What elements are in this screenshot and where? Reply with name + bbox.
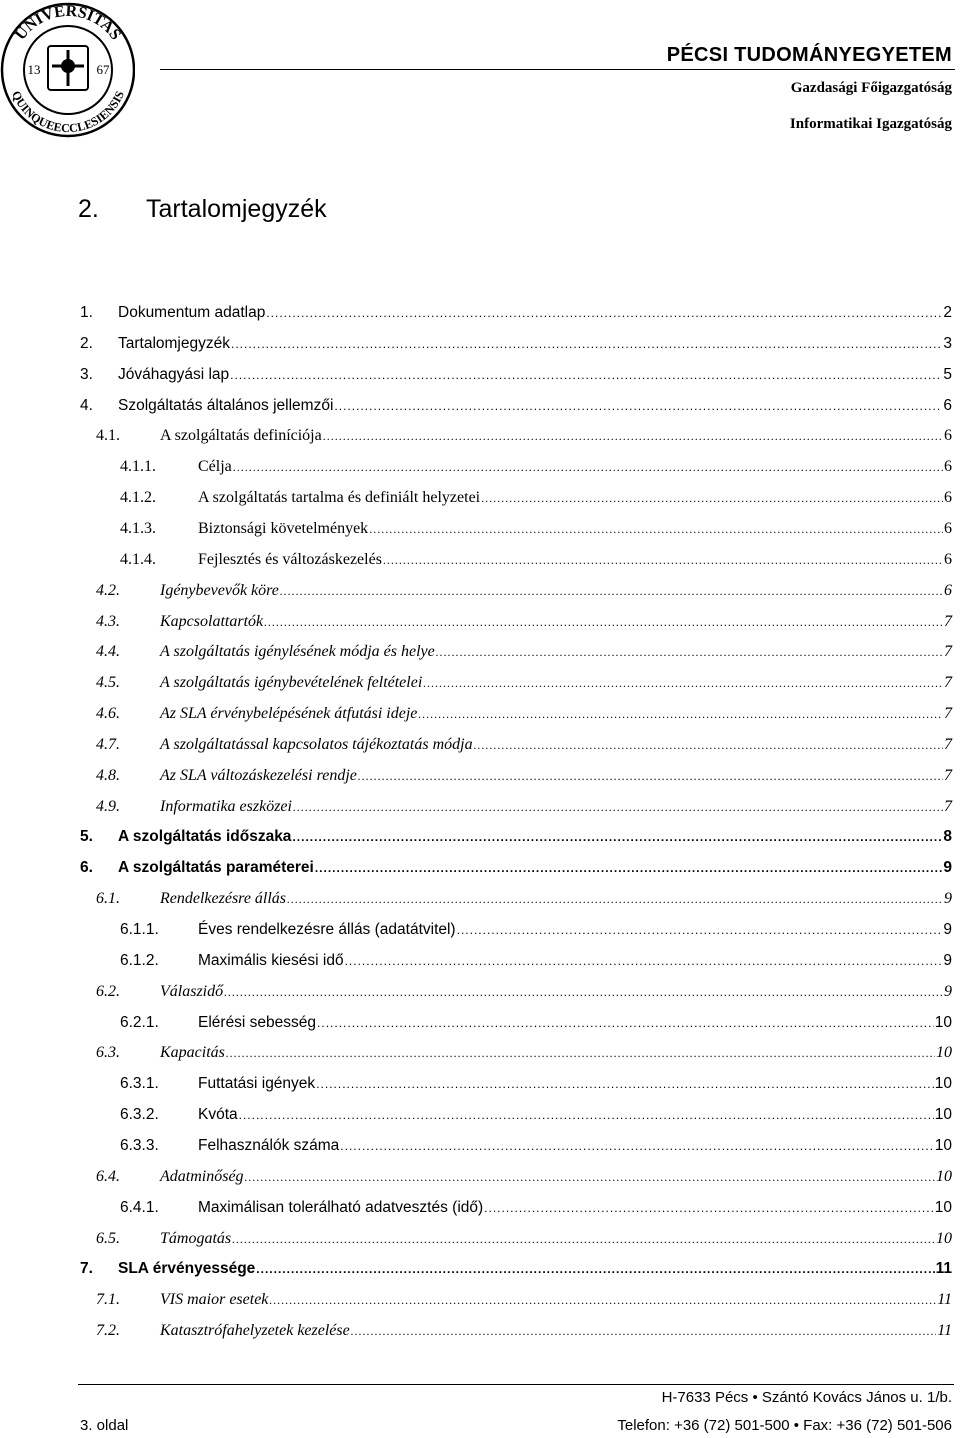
- toc-entry-label: A szolgáltatás definíciója: [160, 427, 322, 445]
- toc-leader-dots: [317, 1013, 934, 1033]
- footer-contact: Telefon: +36 (72) 501-500 • Fax: +36 (72) 501-506: [617, 1417, 952, 1434]
- toc-entry-label: Igénybevevők köre: [160, 581, 279, 599]
- toc-leader-dots: [226, 1043, 935, 1063]
- toc-leader-dots: [340, 1136, 933, 1156]
- toc-leader-dots: [245, 1167, 935, 1187]
- toc-leader-dots: [231, 334, 942, 354]
- toc-entry-label: Katasztrófahelyzetek kezelése: [160, 1322, 350, 1340]
- toc-entry-label: Biztonsági követelmények: [198, 519, 369, 537]
- toc-leader-dots: [232, 1229, 935, 1249]
- toc-entry-page: 10: [934, 1198, 952, 1216]
- toc-entry-page: 6: [944, 489, 952, 507]
- toc-entry[interactable]: [120, 488, 952, 508]
- toc-entry-label: Maximálisan tolerálható adatvesztés (idő): [198, 1198, 484, 1216]
- toc-entry[interactable]: [120, 920, 952, 940]
- toc-entry-label: Célja: [198, 458, 232, 476]
- toc-entry[interactable]: [80, 858, 952, 878]
- toc-entry-label: Az SLA változáskezelési rendje: [160, 766, 357, 784]
- toc-leader-dots: [224, 982, 943, 1002]
- directorate-name: Informatikai Igazgatóság: [789, 116, 952, 132]
- toc-entry-page: 7: [944, 643, 952, 661]
- toc-entry-number: 4.3.: [96, 612, 120, 630]
- toc-entry-label: A szolgáltatás tartalma és definiált helyzetei: [198, 489, 481, 507]
- toc-entry-number: 4.1.1.: [120, 458, 156, 476]
- toc-entry-page: 9: [944, 890, 952, 908]
- toc-leader-dots: [256, 1259, 934, 1279]
- university-seal-logo: [0, 0, 135, 140]
- section-heading-number: 2.: [78, 195, 99, 223]
- toc-entry-number: 6.1.2.: [120, 951, 159, 969]
- section-heading: [78, 195, 327, 224]
- toc-entry-number: 3.: [80, 365, 93, 383]
- section-heading-text: Tartalomjegyzék: [146, 195, 327, 223]
- toc-entry-number: 6.3.3.: [120, 1136, 159, 1154]
- toc-entry-page: 9: [943, 951, 952, 969]
- toc-entry-number: 6.3.1.: [120, 1075, 159, 1093]
- toc-entry-label: Éves rendelkezésre állás (adatátvitel): [198, 921, 456, 938]
- toc-entry-page: 10: [936, 1044, 952, 1062]
- toc-entry-label: Futtatási igények: [198, 1075, 316, 1093]
- toc-entry-label: Rendelkezésre állás: [160, 890, 287, 908]
- toc-entry-page: 7: [944, 766, 952, 784]
- toc-entry[interactable]: [96, 704, 952, 724]
- toc-entry-page: 3: [943, 334, 952, 352]
- toc-entry[interactable]: [80, 1259, 952, 1279]
- toc-entry-number: 6.4.: [96, 1167, 120, 1185]
- toc-entry-page: 11: [937, 1291, 952, 1309]
- toc-leader-dots: [269, 1290, 936, 1310]
- toc-entry[interactable]: [96, 735, 952, 755]
- page-number: 3. oldal: [80, 1417, 129, 1434]
- toc-entry-label: VIS maior esetek: [160, 1291, 269, 1309]
- toc-entry-label: Informatika eszközei: [160, 797, 292, 815]
- toc-entry[interactable]: [80, 827, 952, 847]
- toc-entry-number: 4.1.4.: [120, 550, 156, 568]
- university-name: PÉCSI TUDOMÁNYEGYETEM: [666, 44, 952, 66]
- toc-entry[interactable]: [80, 396, 952, 416]
- toc-leader-dots: [484, 1198, 934, 1218]
- toc-entry-page: 2: [943, 304, 952, 321]
- toc-entry-number: 6.3.: [96, 1044, 120, 1062]
- toc-entry-label: Adatminőség: [160, 1167, 244, 1185]
- toc-entry-number: 6.2.: [96, 982, 120, 1000]
- header-rule: [160, 69, 955, 70]
- footer-rule: [78, 1384, 954, 1385]
- toc-entry-number: 6.1.: [96, 890, 120, 908]
- toc-entry-page: 10: [934, 1013, 952, 1031]
- toc-entry-label: Kapcsolattartók: [160, 612, 264, 630]
- toc-entry[interactable]: [96, 673, 952, 693]
- toc-entry[interactable]: [120, 1136, 952, 1156]
- toc-entry-label: Felhasználók száma: [198, 1136, 340, 1154]
- toc-entry-page: 9: [943, 859, 952, 877]
- toc-leader-dots: [383, 550, 943, 570]
- toc-entry-page: 8: [943, 828, 952, 846]
- toc-entry-number: 4.1.3.: [120, 519, 156, 537]
- toc-entry-label: A szolgáltatás igénybevételének feltételei: [160, 674, 423, 692]
- toc-entry-page: 5: [943, 365, 952, 383]
- toc-entry[interactable]: [96, 1290, 952, 1310]
- svg-text:67: 67: [96, 62, 110, 77]
- toc-entry-label: A szolgáltatással kapcsolatos tájékoztatás módja: [160, 735, 473, 753]
- toc-entry[interactable]: [96, 1043, 952, 1063]
- toc-entry[interactable]: [120, 951, 952, 971]
- toc-entry[interactable]: [120, 1198, 952, 1218]
- toc-entry-page: 7: [944, 735, 952, 753]
- toc-entry-label: A szolgáltatás paraméterei: [118, 859, 314, 877]
- toc-entry-page: 7: [944, 797, 952, 815]
- toc-entry-page: 10: [934, 1136, 952, 1154]
- toc-leader-dots: [287, 889, 943, 909]
- toc-entry-number: 4.8.: [96, 766, 120, 784]
- toc-leader-dots: [345, 951, 943, 971]
- toc-entry-label: Az SLA érvénybelépésének átfutási ideje: [160, 705, 418, 723]
- toc-entry-number: 4.4.: [96, 643, 120, 661]
- toc-entry-page: 9: [944, 982, 952, 1000]
- toc-entry-page: 6: [944, 581, 952, 599]
- toc-entry-number: 4.1.: [96, 427, 120, 445]
- toc-entry[interactable]: [120, 1074, 952, 1094]
- toc-entry-number: 6.2.1.: [120, 1013, 159, 1031]
- toc-leader-dots: [292, 827, 942, 847]
- toc-entry[interactable]: [96, 1321, 952, 1341]
- toc-entry[interactable]: [120, 457, 952, 477]
- toc-leader-dots: [239, 1105, 934, 1125]
- toc-entry-label: SLA érvényessége: [118, 1260, 256, 1278]
- toc-leader-dots: [293, 797, 943, 817]
- toc-entry[interactable]: [120, 1105, 952, 1125]
- toc-entry-page: 10: [934, 1106, 952, 1124]
- svg-text:QUINQUEECCLESIENSIS: QUINQUEECCLESIENSIS: [8, 88, 127, 136]
- toc-entry-label: Kvóta: [198, 1106, 238, 1124]
- toc-entry-page: 10: [936, 1229, 952, 1247]
- toc-entry-label: Válaszidő: [160, 982, 224, 1000]
- toc-leader-dots: [266, 303, 942, 323]
- toc-leader-dots: [457, 920, 943, 940]
- toc-entry[interactable]: [96, 982, 952, 1002]
- toc-entry[interactable]: [96, 1229, 952, 1249]
- footer-address: H-7633 Pécs • Szántó Kovács János u. 1/b.: [661, 1389, 952, 1406]
- toc-entry-page: 6: [944, 550, 952, 568]
- toc-leader-dots: [316, 1074, 934, 1094]
- toc-entry[interactable]: [96, 1167, 952, 1187]
- toc-entry-page: 6: [944, 458, 952, 476]
- toc-leader-dots: [418, 704, 943, 724]
- toc-entry-label: Elérési sebesség: [198, 1013, 317, 1031]
- toc-entry-label: Támogatás: [160, 1229, 232, 1247]
- toc-leader-dots: [423, 673, 943, 693]
- toc-entry-number: 6.: [80, 859, 93, 877]
- toc-entry-number: 1.: [80, 304, 93, 321]
- toc-entry[interactable]: [96, 766, 952, 786]
- toc-entry[interactable]: [80, 334, 952, 354]
- toc-leader-dots: [323, 426, 943, 446]
- toc-entry[interactable]: [96, 581, 952, 601]
- toc-entry-label: Szolgáltatás általános jellemzői: [118, 396, 334, 414]
- toc-leader-dots: [481, 488, 943, 508]
- toc-entry-number: 6.3.2.: [120, 1106, 159, 1124]
- toc-entry-page: 6: [944, 427, 952, 445]
- toc-entry-label: Jóváhagyási lap: [118, 365, 230, 383]
- toc-entry-page: 6: [944, 519, 952, 537]
- department-name: Gazdasági Főigazgatóság: [790, 80, 952, 96]
- toc-entry-page: 10: [936, 1167, 952, 1185]
- toc-leader-dots: [315, 858, 943, 878]
- toc-entry-page: 11: [935, 1260, 952, 1278]
- toc-entry-page: 11: [937, 1322, 952, 1340]
- toc-entry-label: Kapacitás: [160, 1044, 225, 1062]
- toc-entry-page: 7: [944, 674, 952, 692]
- toc-entry-label: Tartalomjegyzék: [118, 334, 230, 352]
- toc-entry-number: 4.7.: [96, 735, 120, 753]
- toc-entry[interactable]: [96, 426, 952, 446]
- toc-entry[interactable]: [96, 642, 952, 662]
- toc-entry-number: 7.2.: [96, 1322, 120, 1340]
- toc-entry-number: 7.1.: [96, 1291, 120, 1309]
- toc-leader-dots: [230, 365, 942, 385]
- toc-leader-dots: [369, 519, 943, 539]
- toc-entry-page: 9: [943, 921, 952, 938]
- toc-entry[interactable]: [120, 519, 952, 539]
- toc-entry-number: 2.: [80, 334, 93, 352]
- toc-entry[interactable]: [96, 797, 952, 817]
- toc-entry-label: Dokumentum adatlap: [118, 304, 266, 321]
- toc-entry[interactable]: [80, 365, 952, 385]
- toc-entry-number: 4.: [80, 396, 93, 414]
- toc-entry[interactable]: [80, 303, 952, 323]
- svg-text:13: 13: [27, 62, 41, 77]
- toc-entry-number: 6.5.: [96, 1229, 120, 1247]
- toc-entry-number: 6.4.1.: [120, 1198, 159, 1216]
- toc-leader-dots: [264, 612, 943, 632]
- toc-entry-number: 4.1.2.: [120, 489, 156, 507]
- svg-text:UNIVERSITAS: UNIVERSITAS: [12, 2, 125, 44]
- toc-entry-page: 7: [944, 612, 952, 630]
- toc-entry-label: Fejlesztés és változáskezelés: [198, 550, 382, 568]
- toc-entry[interactable]: [120, 1013, 952, 1033]
- toc-entry-number: 4.6.: [96, 705, 120, 723]
- toc-entry-page: 10: [934, 1075, 952, 1093]
- toc-entry-number: 6.1.1.: [120, 921, 159, 938]
- toc-entry-label: A szolgáltatás időszaka: [118, 828, 292, 846]
- toc-entry-page: 6: [943, 396, 952, 414]
- toc-leader-dots: [280, 581, 943, 601]
- toc-entry[interactable]: [96, 612, 952, 632]
- toc-entry-number: 7.: [80, 1260, 93, 1278]
- toc-leader-dots: [436, 642, 943, 662]
- toc-leader-dots: [474, 735, 943, 755]
- toc-entry-number: 5.: [80, 828, 93, 846]
- toc-leader-dots: [351, 1321, 936, 1341]
- toc-entry-number: 4.2.: [96, 581, 120, 599]
- toc-entry-page: 7: [944, 705, 952, 723]
- toc-entry-number: 4.9.: [96, 797, 120, 815]
- toc-entry-label: Maximális kiesési idő: [198, 951, 344, 969]
- toc-leader-dots: [233, 457, 943, 477]
- toc-entry[interactable]: [120, 550, 952, 570]
- toc-leader-dots: [334, 396, 942, 416]
- toc-entry-number: 4.5.: [96, 674, 120, 692]
- toc-leader-dots: [358, 766, 943, 786]
- toc-entry[interactable]: [96, 889, 952, 909]
- toc-entry-label: A szolgáltatás igénylésének módja és helye: [160, 643, 435, 661]
